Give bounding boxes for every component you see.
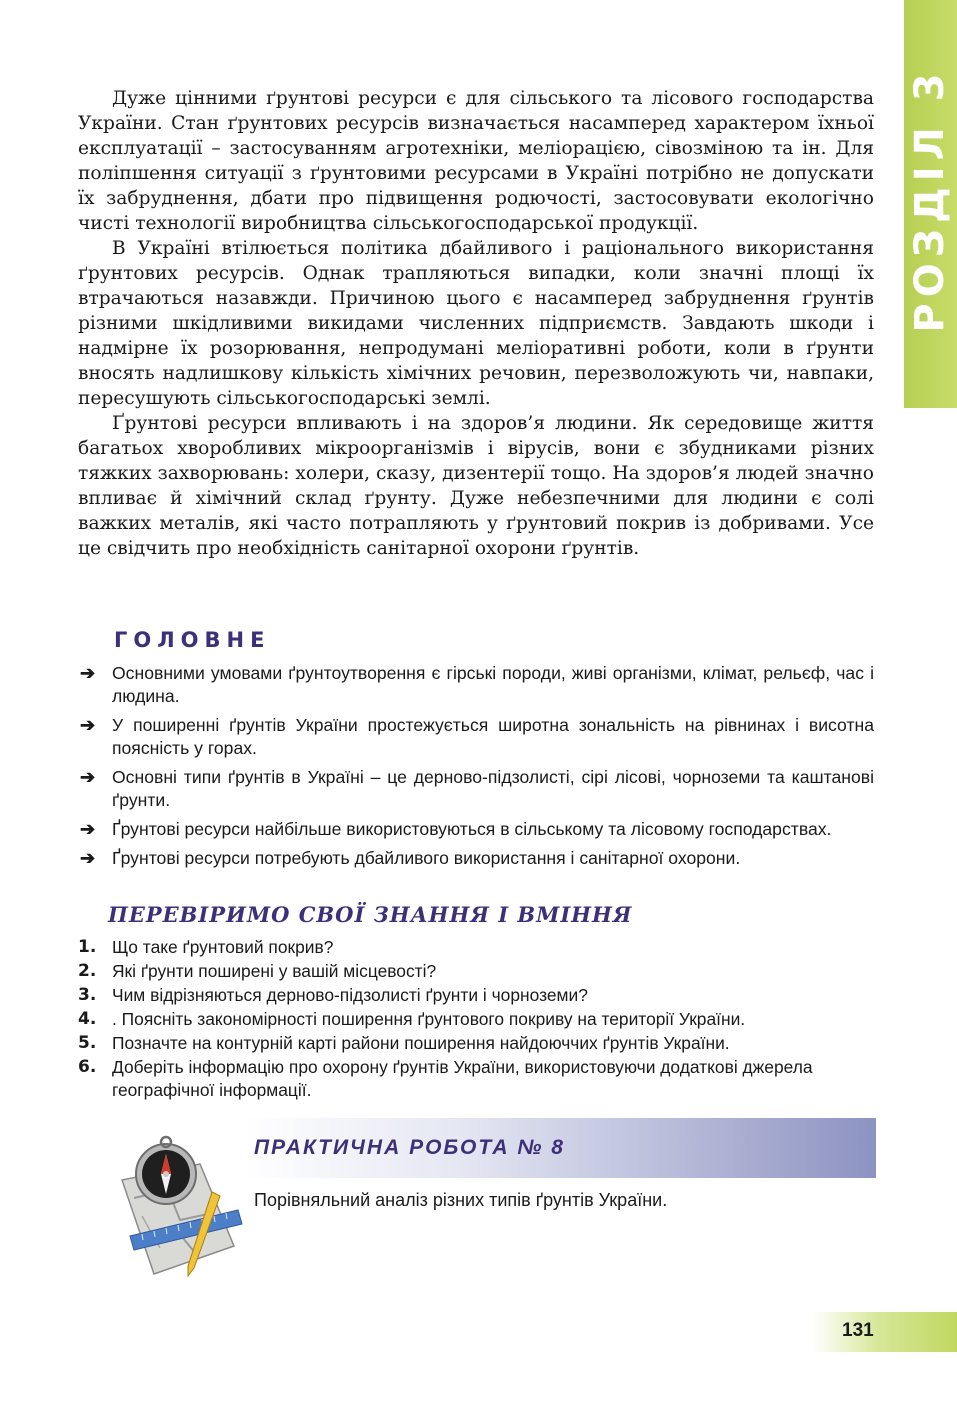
- question-item: [78, 984, 874, 1007]
- section-tab-label: РОЗДІЛ 3: [907, 67, 953, 333]
- question-number: 3.: [78, 985, 97, 1005]
- question-number: 6.: [78, 1057, 97, 1077]
- paragraph: В Україні втілюється політика дбайливого і раціонального використання ґрунтових ресурсів. Однак трапляються випадки, коли значні площі їх втрачаються назавжди. Причиною цього є насамперед забруднення ґрунтів різними шкідливими викидами численних підприємств. Завдають шкоди і надмірне їх розорювання, непродумані меліоративні роботи, коли в ґрунти вносять надлишкову кількість хімічних речовин, перезволожують чи, навпаки, пересушують сільськогосподарські землі.: [78, 238, 874, 409]
- page-number: 131: [842, 1320, 874, 1341]
- paragraph: Дуже цінними ґрунтові ресурси є для сільського та лісового господарства України. Стан ґрунтових ресурсів визначається насамперед характером їхньої експлуатації – застосуванням агротехніки, меліорацією, сівозміною та ін. Для поліпшення ситуації з ґрунтовими ресурсами в Україні потрібно не допускати їх забруднення, дбати про підвищення родючості, застосовувати екологічно чисті технології виробництва сільськогосподарської продукції.: [78, 88, 874, 234]
- body-text: [78, 86, 874, 561]
- questions-list: [78, 936, 874, 1103]
- list-item-text: Основні типи ґрунтів в Україні – це дерново-підзолисті, сірі лісові, чорноземи та каштанові ґрунти.: [112, 767, 874, 810]
- question-number: 2.: [78, 961, 97, 981]
- question-text: Що таке ґрунтовий покрив?: [112, 937, 334, 957]
- arrow-right-icon: ➔: [80, 663, 96, 683]
- main-heading: ГОЛОВНЕ: [114, 628, 271, 652]
- arrow-right-icon: ➔: [80, 767, 96, 787]
- list-item-text: У поширенні ґрунтів України простежується широтна зональність на рівнинах і висотна поясність у горах.: [112, 715, 874, 758]
- list-item: [78, 662, 874, 708]
- arrow-right-icon: ➔: [80, 819, 96, 839]
- arrow-right-icon: ➔: [80, 715, 96, 735]
- list-item: [78, 818, 874, 841]
- question-text: Доберіть інформацію про охорону ґрунтів України, використовуючи додаткові джерела географічної інформації.: [112, 1057, 813, 1100]
- compass-map-icon: [108, 1128, 246, 1286]
- page-number-band: [812, 1312, 957, 1352]
- practice-text: Порівняльний аналіз різних типів ґрунтів України.: [254, 1190, 668, 1210]
- list-item: [78, 847, 874, 870]
- main-points-list: [78, 662, 874, 876]
- question-item: [78, 1032, 874, 1055]
- list-item-text: Ґрунтові ресурси найбільше використовуються в сільському та лісовому господарствах.: [112, 819, 832, 839]
- arrow-right-icon: ➔: [80, 848, 96, 868]
- question-text: Чим відрізняються дерново-підзолисті ґрунти і чорноземи?: [112, 985, 588, 1005]
- paragraph: Ґрунтові ресурси впливають і на здоров’я людини. Як середовище життя багатьох хворобливих мікроорганізмів і вірусів, вони є збудниками різних тяжких захворювань: холери, сказу, дизентерії тощо. На здоров’я людей значно впливає й хімічний склад ґрунту. Дуже небезпечними для людини є солі важких металів, які часто потрапляють у ґрунтовий покрив із добривами. Усе це свідчить про необхідність санітарної охорони ґрунтів.: [78, 413, 874, 559]
- question-text: Які ґрунти поширені у вашій місцевості?: [112, 961, 437, 981]
- list-item: [78, 766, 874, 812]
- check-heading: ПЕРЕВІРИМО СВОЇ ЗНАННЯ І ВМІННЯ: [108, 902, 633, 927]
- question-text: . Поясніть закономірності поширення ґрунтового покриву на території України.: [112, 1009, 746, 1029]
- practice-title: ПРАКТИЧНА РОБОТА № 8: [254, 1136, 565, 1159]
- list-item-text: Основними умовами ґрунтоутворення є гірські породи, живі організми, клімат, рельєф, час і людина.: [112, 663, 874, 706]
- question-number: 4.: [78, 1009, 97, 1029]
- question-item: [78, 1056, 874, 1102]
- list-item: [78, 714, 874, 760]
- question-item: [78, 936, 874, 959]
- question-item: [78, 1008, 874, 1031]
- question-number: 5.: [78, 1033, 97, 1053]
- question-number: 1.: [78, 937, 97, 957]
- question-text: Позначте на контурній карті райони поширення найдоюччих ґрунтів України.: [112, 1033, 730, 1053]
- question-item: [78, 960, 874, 983]
- list-item-text: Ґрунтові ресурси потребують дбайливого використання і санітарної охорони.: [112, 848, 741, 868]
